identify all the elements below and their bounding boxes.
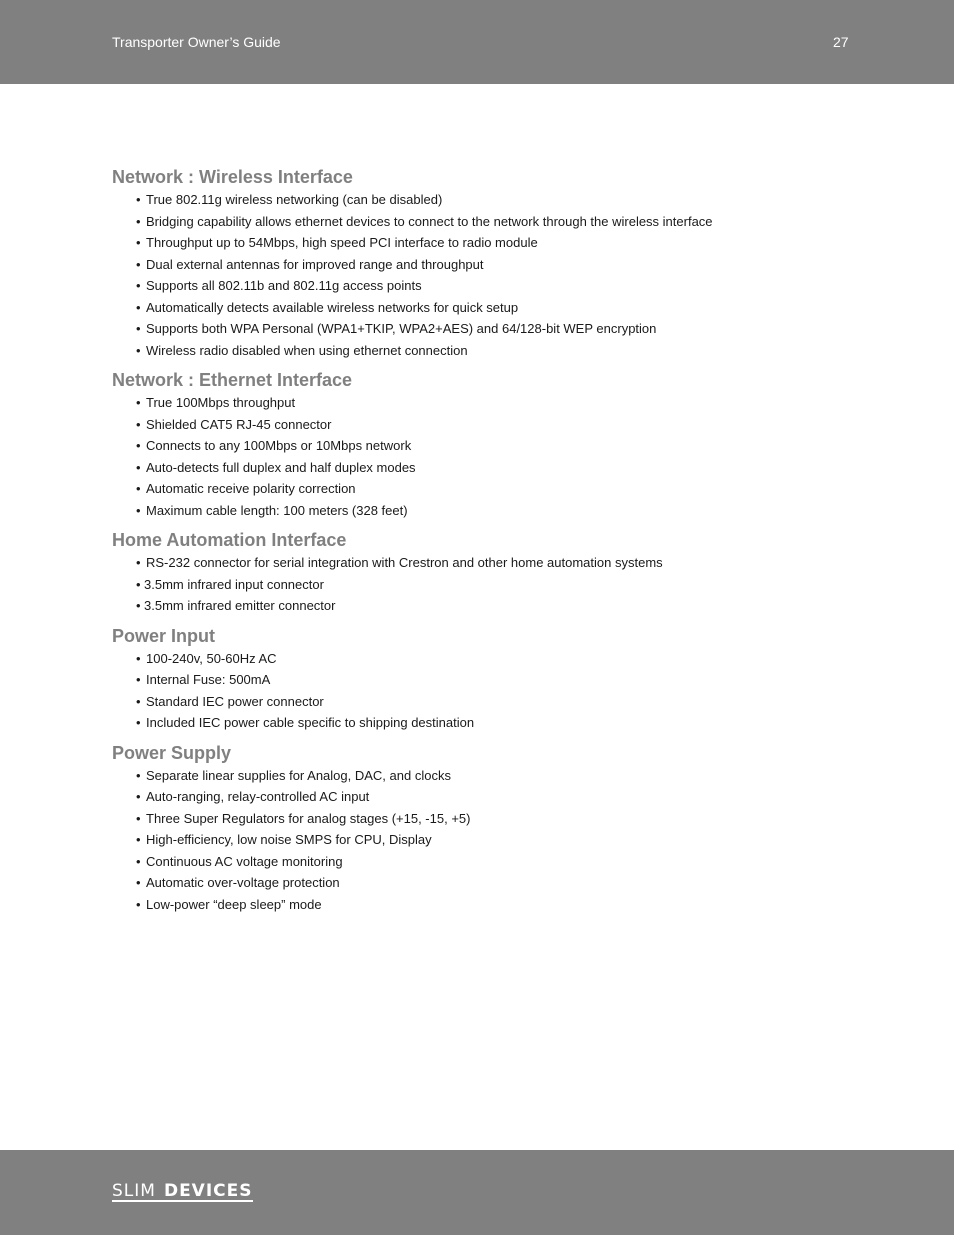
bullet-icon: • (136, 416, 141, 432)
bullet-icon: • (136, 875, 141, 890)
spec-section (112, 368, 872, 521)
list-item (112, 894, 872, 916)
list-item (112, 435, 872, 457)
bullet-icon: • (136, 767, 141, 783)
list-item-text: Automatically detects available wireless networks for quick setup (146, 299, 519, 315)
document-title: Transporter Owner’s Guide (112, 34, 281, 50)
bullet-icon: • (136, 321, 141, 336)
list-item-text: 100-240v, 50-60Hz AC (146, 650, 277, 666)
list-item-text: Continuous AC voltage monitoring (146, 853, 343, 869)
list-item-text: Separate linear supplies for Analog, DAC, and clocks (146, 767, 451, 783)
spec-section (112, 741, 872, 916)
list-item-text: Supports both WPA Personal (WPA1+TKIP, WPA2+AES) and 64/128-bit WEP encryption (146, 321, 657, 336)
list-item (112, 574, 872, 596)
bullet-icon: • (136, 502, 141, 518)
list-item-text: True 100Mbps throughput (146, 395, 296, 410)
list-item-text: True 802.11g wireless networking (can be disabled) (146, 192, 443, 207)
bullet-icon: • (136, 256, 141, 272)
list-item (112, 232, 872, 254)
list-item-text: Wireless radio disabled when using ethernet connection (146, 342, 468, 358)
bullet-icon: • (136, 832, 141, 847)
slim-devices-logo (112, 1183, 253, 1202)
bullet-icon: • (136, 650, 141, 666)
list-item-text: Automatic receive polarity correction (146, 481, 356, 496)
list-item (112, 254, 872, 276)
list-item (112, 318, 872, 340)
list-item (112, 478, 872, 500)
bullet-icon: • (136, 789, 141, 804)
bullet-icon: • (136, 693, 141, 709)
list-item-text: Low-power “deep sleep” mode (146, 896, 322, 912)
list-item-text: Internal Fuse: 500mA (146, 672, 271, 687)
bullet-icon: • (136, 235, 141, 250)
bullet-list (112, 765, 872, 916)
list-item-text: Connects to any 100Mbps or 10Mbps network (146, 438, 412, 453)
list-item (112, 552, 872, 574)
list-item (112, 457, 872, 479)
bullet-icon: • (136, 213, 141, 229)
logo-text-devices: DEVICES (163, 1181, 253, 1201)
list-item (112, 829, 872, 851)
list-item (112, 340, 872, 362)
list-item-text: Standard IEC power connector (146, 693, 324, 709)
list-item-text: 3.5mm infrared emitter connector (144, 598, 336, 613)
list-item-text: RS-232 connector for serial integration with Crestron and other home automation systems (146, 555, 663, 570)
bullet-icon: • (136, 555, 141, 570)
bullet-icon: • (136, 715, 141, 730)
list-item (112, 392, 872, 414)
list-item (112, 500, 872, 522)
bullet-icon: • (136, 342, 141, 358)
list-item (112, 648, 872, 670)
bullet-icon: • (136, 278, 141, 293)
list-item (112, 211, 872, 233)
page-number: 27 (833, 34, 849, 50)
spec-section (112, 528, 872, 617)
list-item (112, 297, 872, 319)
spec-section (112, 624, 872, 734)
list-item-text: Automatic over-voltage protection (146, 875, 340, 890)
bullet-icon: • (136, 459, 141, 475)
list-item (112, 189, 872, 211)
list-item-text: Included IEC power cable specific to shipping destination (146, 715, 475, 730)
page-footer (0, 1150, 954, 1235)
bullet-icon: • (136, 810, 141, 826)
bullet-icon: • (136, 896, 141, 912)
list-item (112, 595, 872, 617)
list-item-text: 3.5mm infrared input connector (144, 576, 324, 592)
bullet-icon: • (136, 438, 141, 453)
list-item (112, 765, 872, 787)
bullet-icon: • (136, 299, 141, 315)
section-heading: Network : Wireless Interface (112, 167, 353, 187)
list-item-text: High-efficiency, low noise SMPS for CPU, Display (146, 832, 432, 847)
bullet-icon: • (136, 853, 141, 869)
spec-content (112, 165, 872, 922)
page-header (0, 0, 954, 84)
list-item (112, 414, 872, 436)
section-heading: Power Supply (112, 742, 232, 763)
list-item (112, 851, 872, 873)
list-item (112, 669, 872, 691)
list-item (112, 691, 872, 713)
list-item (112, 872, 872, 894)
section-heading: Home Automation Interface (112, 530, 347, 550)
list-item (112, 808, 872, 830)
bullet-icon: • (136, 395, 141, 410)
bullet-icon: • (136, 192, 141, 207)
bullet-icon: • (136, 481, 141, 496)
bullet-icon: • (136, 576, 141, 592)
logo-text-slim: SLIM (112, 1181, 156, 1201)
section-heading: Network : Ethernet Interface (112, 370, 353, 390)
bullet-list (112, 392, 872, 521)
list-item-text: Bridging capability allows ethernet devices to connect to the network through the wireless interface (146, 213, 713, 229)
list-item-text: Shielded CAT5 RJ-45 connector (146, 416, 332, 432)
list-item (112, 712, 872, 734)
list-item (112, 786, 872, 808)
list-item-text: Auto-detects full duplex and half duplex modes (146, 459, 416, 475)
list-item-text: Three Super Regulators for analog stages (+15, -15, +5) (146, 810, 471, 826)
bullet-list (112, 648, 872, 734)
bullet-icon: • (136, 672, 141, 687)
list-item-text: Auto-ranging, relay-controlled AC input (146, 789, 370, 804)
list-item (112, 275, 872, 297)
list-item-text: Throughput up to 54Mbps, high speed PCI interface to radio module (146, 235, 538, 250)
section-heading: Power Input (112, 625, 215, 646)
bullet-list (112, 552, 872, 617)
list-item-text: Dual external antennas for improved range and throughput (146, 256, 484, 272)
spec-section (112, 165, 872, 361)
list-item-text: Supports all 802.11b and 802.11g access points (146, 278, 422, 293)
list-item-text: Maximum cable length: 100 meters (328 feet) (146, 502, 408, 518)
bullet-list (112, 189, 872, 361)
bullet-icon: • (136, 598, 141, 613)
